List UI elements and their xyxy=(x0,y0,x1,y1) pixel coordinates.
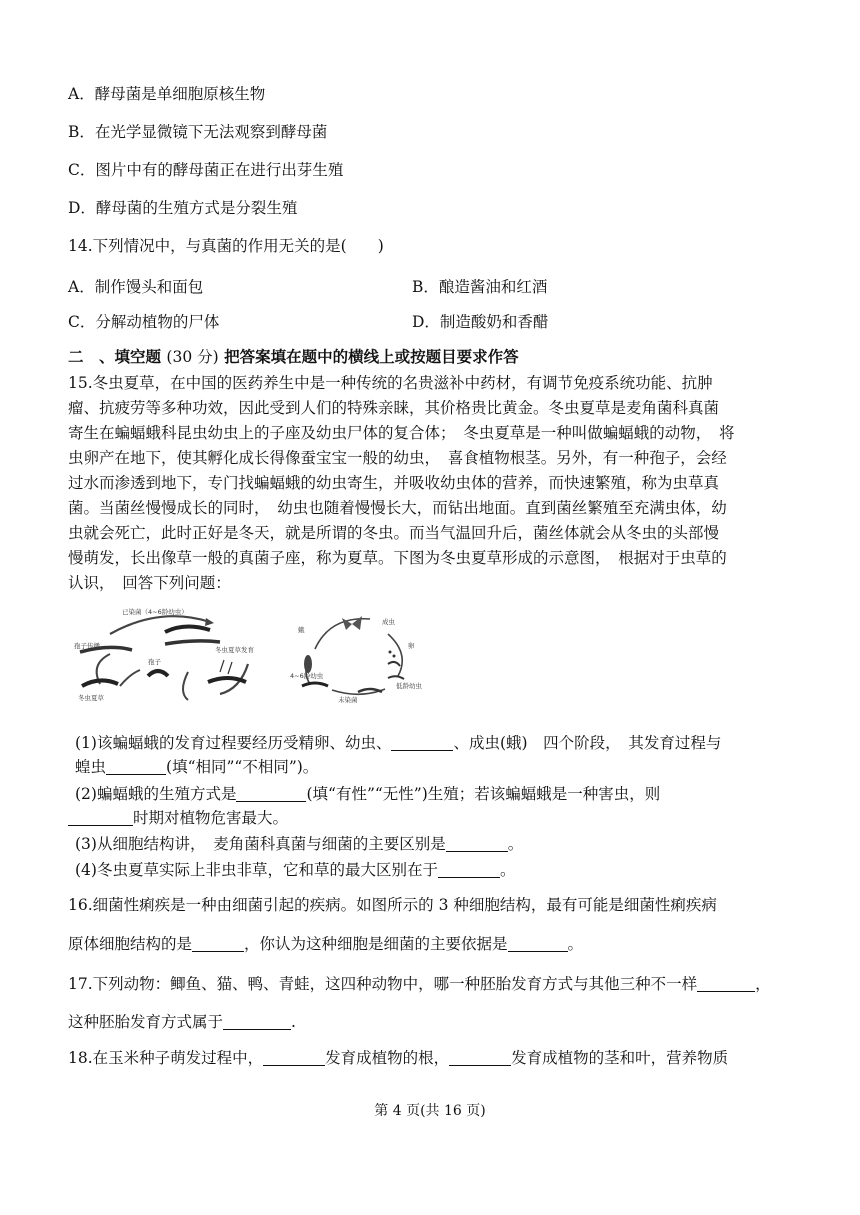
q15-passage-line: 认识， 回答下列问题： xyxy=(68,574,231,592)
q14-option-d: D．制造酸奶和香醋 xyxy=(412,313,549,331)
q17-text: ， xyxy=(755,975,771,993)
q15-sub2-text: 时期对植物危害最大。 xyxy=(133,809,289,827)
q15-passage-line: 虫就会死亡，此时正好是冬天，就是所谓的冬虫。而当气温回升后，菌丝体就会从冬虫的头部慢 xyxy=(68,524,720,542)
label-uninfected: 未染菌 xyxy=(338,696,358,704)
answer-blank[interactable] xyxy=(223,1014,291,1031)
q18-line1 xyxy=(68,1046,728,1068)
q13-option-d: D．酵母菌的生殖方式是分裂生殖 xyxy=(68,199,298,217)
q15-sub2-line1 xyxy=(75,782,660,804)
answer-blank[interactable] xyxy=(449,1050,511,1067)
label-spore: 孢子 xyxy=(148,658,161,666)
q17-line1 xyxy=(68,972,771,994)
q15-sub3-text: (3)从细胞结构讲， 麦角菌科真菌与细菌的主要区别是 xyxy=(75,835,446,853)
label-infected: 已染菌（4~6龄幼虫） xyxy=(122,608,188,616)
q18-text: 发育成植物的根， xyxy=(325,1049,450,1067)
answer-blank[interactable] xyxy=(508,936,568,953)
right-cycle xyxy=(302,616,404,694)
label-spread: 孢子传播 xyxy=(74,642,100,650)
q15-passage-line: 虫卵产在地下，使其孵化成长得像蚕宝宝一般的幼虫， 喜食植物根茎。另外，有一种孢子，会经 xyxy=(68,449,727,467)
q15-sub1-text: (填“相同”“不相同”)。 xyxy=(166,758,319,776)
q16-line2 xyxy=(68,932,583,954)
q17-text: 17.下列动物：鲫鱼、猫、鸭、青蛙，这四种动物中，哪一种胚胎发育方式与其他三种不一样 xyxy=(68,975,698,993)
section-score: (30 分) xyxy=(166,348,219,366)
q15-passage-line: 菌。当菌丝慢慢成长的同时， 幼虫也随着慢慢长大，而钻出地面。直到菌丝繁殖至充满虫体，幼 xyxy=(68,499,727,517)
section-heading xyxy=(68,345,519,367)
answer-blank[interactable] xyxy=(68,810,133,827)
q17-text: . xyxy=(291,1013,296,1031)
q15-sub2-text: (填“有性”“无性”)生殖；若该蝙蝠蛾是一种害虫，则 xyxy=(306,785,661,803)
answer-blank[interactable] xyxy=(438,862,500,879)
label-larva-4-6: 4~6龄幼虫 xyxy=(290,672,324,680)
answer-blank[interactable] xyxy=(236,786,306,803)
q18-text: 18.在玉米种子萌发过程中， xyxy=(68,1049,264,1067)
q15-sub4-text: (4)冬虫夏草实际上非虫非草，它和草的最大区别在于 xyxy=(75,861,438,879)
label-moth: 蛾 xyxy=(298,626,305,634)
q18-text: 发育成植物的茎和叶，营养物质 xyxy=(511,1049,729,1067)
q15-passage-line: 寄生在蝙蝠蛾科昆虫幼虫上的子座及幼虫尸体的复合体； 冬虫夏草是一种叫做蝙蝠蛾的动物， 将 xyxy=(68,424,735,442)
answer-blank[interactable] xyxy=(391,735,453,752)
q16-text: ，你认为这种细胞是细菌的主要依据是 xyxy=(244,935,508,953)
q15-sub1-text: 、成虫(蛾) 四个阶段， 其发育过程与 xyxy=(453,734,722,752)
label-egg: 卵 xyxy=(408,642,415,650)
label-development: 冬虫夏草发育 xyxy=(215,646,254,654)
q15-sub3 xyxy=(75,832,523,854)
q14-option-c: C．分解动植物的尸体 xyxy=(68,313,220,331)
q15-sub3-text: 。 xyxy=(507,835,524,853)
q15-sub2-text: (2)蝙蝠蛾的生殖方式是 xyxy=(75,785,237,803)
label-young-larva: 低龄幼虫 xyxy=(396,682,422,690)
section-instruction: 把答案填在题中的横线上或按题目要求作答 xyxy=(224,347,519,366)
q15-sub1-line1 xyxy=(75,731,721,753)
q15-sub1-text: 蝗虫 xyxy=(75,758,107,776)
q15-passage-line: 15.冬虫夏草，在中国的医药养生中是一种传统的名贵滋补中药材，有调节免疫系统功能、抗肿 xyxy=(68,374,713,392)
q16-text: 原体细胞结构的是 xyxy=(68,935,193,953)
label-cordyceps: 冬虫夏草 xyxy=(78,694,104,702)
q17-line2 xyxy=(68,1010,296,1032)
q17-text: 这种胚胎发育方式属于 xyxy=(68,1013,224,1031)
page-footer: 第 4 页(共 16 页) xyxy=(374,1103,486,1119)
q15-sub4-text: 。 xyxy=(499,861,516,879)
answer-blank[interactable] xyxy=(446,836,508,853)
q15-sub1-text: (1)该蝙蝠蛾的发育过程要经历受精卵、幼虫、 xyxy=(75,734,392,752)
answer-blank[interactable] xyxy=(697,976,755,993)
answer-blank[interactable] xyxy=(106,759,166,776)
q15-passage-line: 过水而渗透到地下，专门找蝙蝠蛾的幼虫寄生，并吸收幼虫体的营养，而快速繁殖，称为虫草真 xyxy=(68,474,720,492)
q15-sub2-line2 xyxy=(68,806,288,828)
q15-sub4 xyxy=(75,858,515,880)
section-title: 二 、填空题 xyxy=(68,347,162,366)
q13-option-a: A．酵母菌是单细胞原核生物 xyxy=(68,85,266,103)
answer-blank[interactable] xyxy=(263,1050,325,1067)
q14-option-a: A．制作馒头和面包 xyxy=(68,278,204,296)
q14-option-b: B．酿造酱油和红酒 xyxy=(412,278,548,296)
left-cycle xyxy=(80,616,248,700)
q16-line1: 16.细菌性痢疾是一种由细菌引起的疾病。如图所示的 3 种细胞结构，最有可能是细菌性痢疾病 xyxy=(68,896,717,914)
q16-text: 。 xyxy=(567,935,584,953)
q13-option-c: C．图片中有的酵母菌正在进行出芽生殖 xyxy=(68,161,344,179)
q13-option-b: B．在光学显微镜下无法观察到酵母菌 xyxy=(68,123,328,141)
cordyceps-lifecycle-figure xyxy=(70,604,430,704)
lifecycle-diagram xyxy=(70,604,430,704)
label-adult: 成虫 xyxy=(382,618,395,626)
q15-sub1-line2 xyxy=(75,755,318,777)
answer-blank[interactable] xyxy=(192,936,244,953)
q15-passage-line: 慢萌发，长出像草一般的真菌子座，称为夏草。下图为冬虫夏草形成的示意图， 根据对于虫草的 xyxy=(68,549,727,567)
q15-passage-line: 瘤、抗疲劳等多种功效，因此受到人们的特殊亲睐，其价格贵比黄金。冬虫夏草是麦角菌科真菌 xyxy=(68,399,720,417)
q14-stem: 14.下列情况中，与真菌的作用无关的是( ) xyxy=(68,237,384,255)
